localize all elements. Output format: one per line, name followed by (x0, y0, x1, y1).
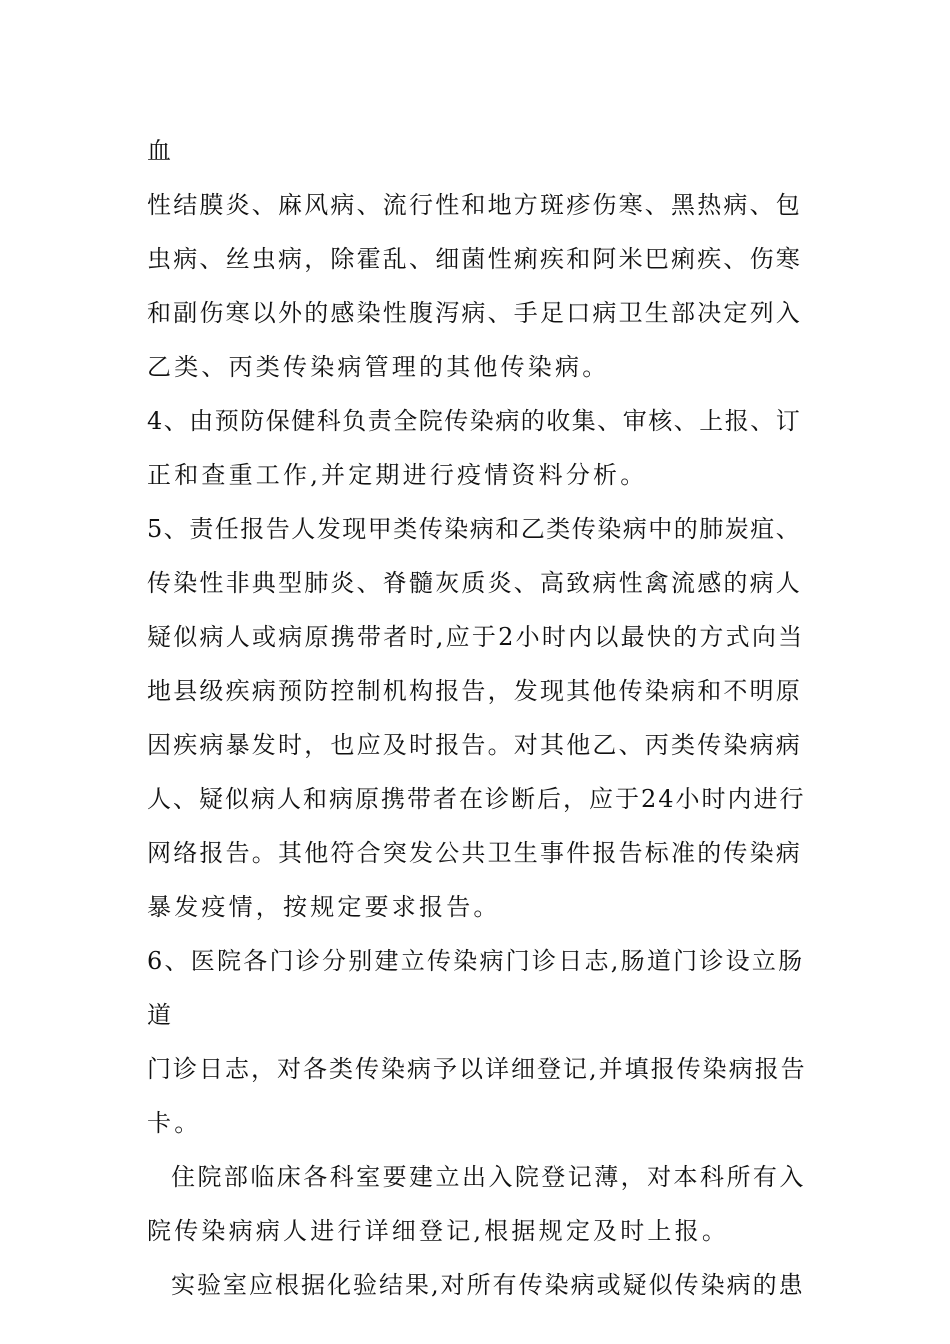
text-line: 乙类、丙类传染病管理的其他传染病。 (147, 353, 610, 381)
text-line: 暴发疫情，按规定要求报告。 (147, 893, 501, 921)
text-line: 住院部临床各科室要建立出入院登记薄，对本科所有入 (171, 1163, 806, 1191)
text-line: 虫病、丝虫病，除霍乱、细菌性痢疾和阿米巴痢疾、伤寒 (147, 245, 802, 273)
text-line: 卡。 (147, 1109, 202, 1137)
text-line: 网络报告。其他符合突发公共卫生事件报告标准的传染病 (147, 839, 802, 867)
text-line: 道 (147, 1001, 175, 1029)
text-line: 5、责任报告人发现甲类传染病和乙类传染病中的肺炭疽、 (147, 515, 802, 543)
text-line: 4、由预防保健科负责全院传染病的收集、审核、上报、订 (147, 407, 802, 435)
text-line: 和副伤寒以外的感染性腹泻病、手足口病卫生部决定列入 (147, 299, 802, 327)
text-line: 传染性非典型肺炎、脊髓灰质炎、高致病性禽流感的病人 (147, 569, 802, 597)
text-line: 正和查重工作,并定期进行疫情资料分析。 (147, 461, 648, 489)
text-line: 地县级疾病预防控制机构报告，发现其他传染病和不明原 (147, 677, 802, 705)
text-line: 实验室应根据化验结果,对所有传染病或疑似传染病的患 (171, 1271, 805, 1299)
text-line: 6、医院各门诊分别建立传染病门诊日志,肠道门诊设立肠 (147, 947, 805, 975)
text-line: 因疾病暴发时，也应及时报告。对其他乙、丙类传染病病 (147, 731, 802, 759)
text-line: 血 (147, 137, 175, 165)
document-body (147, 124, 807, 1312)
text-line: 人、疑似病人和病原携带者在诊断后，应于24小时内进行 (147, 785, 806, 813)
text-line: 性结膜炎、麻风病、流行性和地方斑疹伤寒、黑热病、包 (147, 191, 802, 219)
text-line: 院传染病病人进行详细登记,根据规定及时上报。 (147, 1217, 730, 1245)
text-line: 门诊日志，对各类传染病予以详细登记,并填报传染病报告 (147, 1055, 807, 1083)
text-line: 疑似病人或病原携带者时,应于2小时内以最快的方式向当 (147, 623, 805, 651)
